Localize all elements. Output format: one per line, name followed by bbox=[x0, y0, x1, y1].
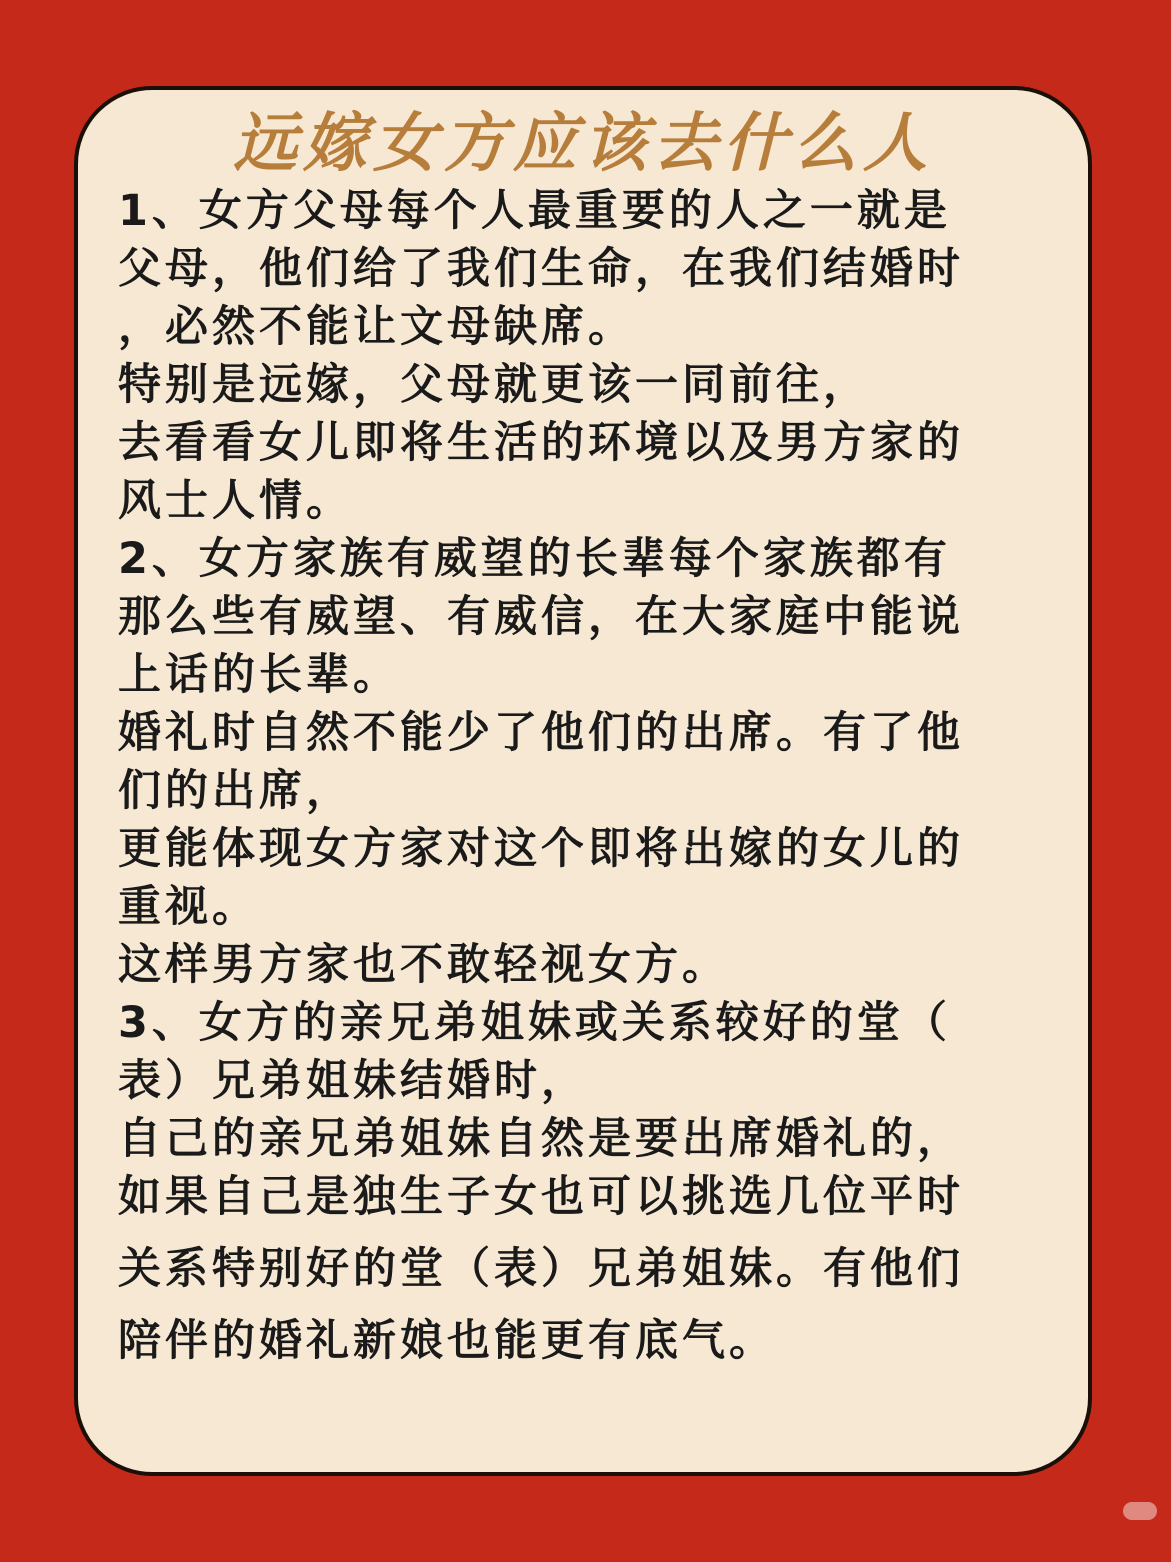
text-line: 1、女方父母每个人最重要的人之一就是 bbox=[118, 186, 951, 236]
text-line: 陪伴的婚礼新娘也能更有底气。 bbox=[118, 1316, 776, 1366]
text-line: 去看看女儿即将生活的环境以及男方家的 bbox=[118, 418, 964, 468]
text-line: 风士人情。 bbox=[118, 476, 353, 526]
text-line: 更能体现女方家对这个即将出嫁的女儿的 bbox=[118, 824, 964, 874]
text-line: 重视。 bbox=[118, 882, 259, 932]
page-title: 远嫁女方应该去什么人 bbox=[233, 107, 933, 181]
text-line: 们的出席， bbox=[118, 766, 353, 816]
watermark-badge bbox=[1123, 1502, 1157, 1520]
text-line: 如果自己是独生子女也可以挑选几位平时 bbox=[118, 1172, 964, 1222]
text-line: 2、女方家族有威望的长辈每个家族都有 bbox=[118, 534, 951, 584]
text-line: 3、女方的亲兄弟姐妹或关系较好的堂（ bbox=[118, 998, 951, 1048]
text-line: 自己的亲兄弟姐妹自然是要出席婚礼的， bbox=[118, 1114, 964, 1164]
text-line: 婚礼时自然不能少了他们的出席。有了他 bbox=[118, 708, 964, 758]
text-line: 表）兄弟姐妹结婚时， bbox=[118, 1056, 588, 1106]
content-card bbox=[74, 86, 1092, 1476]
article-body bbox=[118, 182, 1078, 1370]
text-line: 父母，他们给了我们生命，在我们结婚时 bbox=[118, 244, 964, 294]
text-line: 关系特别好的堂（表）兄弟姐妹。有他们 bbox=[118, 1244, 964, 1294]
text-line: 特别是远嫁，父母就更该一同前往， bbox=[118, 360, 870, 410]
text-line: 这样男方家也不敢轻视女方。 bbox=[118, 940, 729, 990]
text-line: 那么些有威望、有威信，在大家庭中能说 bbox=[118, 592, 964, 642]
text-line: 上话的长辈。 bbox=[118, 650, 400, 700]
text-line: ，必然不能让文母缺席。 bbox=[118, 302, 635, 352]
